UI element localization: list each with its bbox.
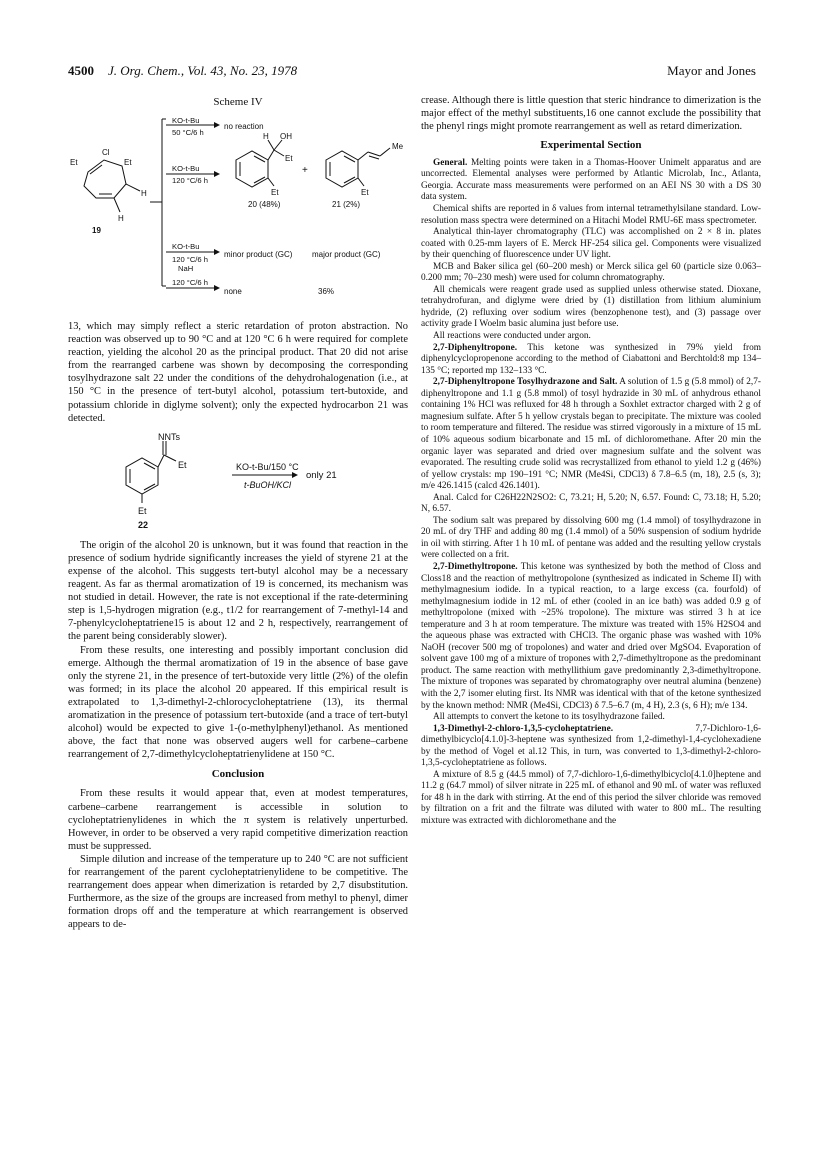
condition-3b: NaH [178,264,194,273]
scheme-title: Scheme IV [213,96,263,108]
left-paragraph-1: 13, which may simply reflect a steric retardation of proton abstraction. No reaction was observed up to 90 °C and at 120 °C 6 h were required for complete reaction, yielding the alcohol 20 as the principal product. That 20 did not arise from the rearranged carbene was shown by decomposing the corresponding tosylhydrazone salt 22 under the conditions of the dehydrohalogenation (i.e., at 150 °C in the presence of tert-butyl alcohol, potassium tert-butoxide, and potassium chloride in diglyme solvent); only the expected hydrocarbon 21 was detected. [68,321,408,424]
tosylhydrazone-paragraph [421,377,761,492]
tosyl-solvent: t-BuOH/KCl [244,479,292,490]
scheme-iv [68,94,408,320]
right-paragraph-0: crease. Although there is little question that steric hindrance to dimerization is the major effect of the methyl substituents,16 one cannot exclude the possibility that the phenyl rings might promote rearrangement as well as retard dimerization. [421,95,761,133]
running-header [68,63,756,83]
condition-3: 120 °C/6 h [172,255,208,264]
result-4b: 36% [318,287,335,296]
tlc-paragraph: Analytical thin-layer chromatography (TLC) was accomplished on 2 × 8 in. plates coated with 0.25-mm layers of E. Merck HF-254 silica gel. Components were visualized by their quenching of fluorescence under UV light. [421,227,761,261]
reagent-1: KO-t-Bu [172,116,200,125]
dimethyltropone-text: This ketone was synthesized by both the method of Closs and Closs18 and the reaction of methyltropolone (synthesized as indicated in Scheme II) with methylmagnesium iodide. In a typical reaction, to a large excess (ca. fourfold) of methylmagnesium iodide in 12 mL of ether (cooled in an ice bath) was added 0.9 g of methyltropolone (mixed with ~25% tropolone). The mixture was stirred 3 h at ice temperature and 3 h at room temperature. The mixture was treated with 15% H2SO4 and the aqueous phase was extracted with CHCl3. The organic phase was washed with 10% NaOH (recover 500 mg of tropolones) and water and dried over MgSO4. Evaporation of solvent gave 100 mg of a mixture of tropones with 2,7-dimethyltropone as the predominant product. The same reaction with methyllithium gave predominantly 2,3-dimethyltropone. The mixture of tropones was separated by chromatography over neutral alumina (benzene) with the 2,7 isomer eluting first. Its NMR was identical with that of the ketone synthesized by the known method: NMR (Me4Si, CDCl3) δ 7.5–6.7 (m, 4 H), 2.3 (s, 6 H); m/e 134. [421,561,761,711]
dimethyltropone-paragraph [421,562,761,712]
result-4a: none [224,287,242,296]
left-paragraph-4: From these results it would appear that, even at modest temperatures, carbene–carbene rearrangement is accessible in solution to cycloheptatrienylidenes in which the π system is relatively unperturbed. However, in order to be observed a very rapid competitive dimerization reaction must be suppressed. [68,788,408,852]
atom-et-20a: Et [285,154,293,163]
tosylhydrazone-drawing [68,431,408,531]
diphenyltropone-paragraph [421,343,761,378]
cycloheptatriene-paragraph [421,724,761,770]
atom-et-22a: Et [178,459,187,470]
silica-paragraph: MCB and Baker silica gel (60–200 mesh) or Merck silica gel 60 (particle size 0.063–0.200 mm; 70–230 mesh) were used for column chromatography. [421,261,761,284]
atom-me-21: Me [392,142,404,151]
failed-attempts-paragraph: All attempts to convert the ketone to its tosylhydrazone failed. [433,712,665,723]
reagent-3: KO-t-Bu [172,242,200,251]
diphenyltropone-head: 2,7-Diphenyltropone. [433,342,518,353]
product-21: 21 (2%) [332,200,361,209]
diphenyltropone-text: This ketone was synthesized in 79% yield from diphenylcyclopropenone according to the method of Ciabattoni and Berchtold:8 mp 134–135 °C; reported mp 132–133 °C. [421,342,761,376]
tosyl-reagents: KO-t-Bu/150 °C [236,461,299,472]
experimental-heading: Experimental Section [540,139,642,152]
page-number: 4500 [68,63,94,78]
chemicals-paragraph: All chemicals were reagent grade used as supplied unless otherwise stated. Dioxane, tetrahydrofuran, and diglyme were dried by (1) distillation from lithium aluminium hydride, (2) refluxing over sodium wires (benzophenone test), and (3) passage over activity grade I Woelm basic alumina just before use. [421,284,761,330]
cycloheptatriene-text: 7,7-Dichloro-1,6-dimethylbicyclo[4.1.0]-3-heptene was synthesized from 1,2-dimethyl-1,4-cyclohexadiene by the method of Vogel et al.12 This, in turn, was converted to 1,3-dimethyl-2-chloro-1,3,5-cycloheptatriene as follows. [421,723,761,769]
left-column [68,94,408,931]
analysis-paragraph: Anal. Calcd for C26H22N2SO2: C, 73.21; H, 5.20; N, 6.57. Found: C, 73.18; H, 5.20; N, 6.57. [421,492,761,515]
general-head: General. [433,157,468,168]
result-3a: minor product (GC) [224,250,293,259]
tosylhydrazone-scheme [68,431,408,531]
atom-et-21: Et [361,188,369,197]
final-paragraph: A mixture of 8.5 g (44.5 mmol) of 7,7-dichloro-1,6-dimethylbicyclo[4.1.0]heptene and 11.2 g (64.7 mmol) of silver nitrate in 225 mL of ethanol and 90 mL of water was refluxed for 48 h in the dark with stirring. At the end of this period the silver chloride was removed by filtration on a frit and the filtrate was diluted with water to 800 mL. The resulting mixture was extracted with dichloromethane and the [421,769,761,826]
nnts-group: NNTs [158,431,180,442]
tosyl-result: only 21 [306,469,337,481]
dimethyltropone-head: 2,7-Dimethyltropone. [433,561,518,572]
tosylhydrazone-text: A solution of 1.5 g (5.8 mmol) of 2,7-diphenyltropone and 1.1 g (5.8 mmol) of tosyl hydrazide in 30 mL of anhydrous ethanol containing 1% HCl was refluxed for 48 h through a Soxhlet extractor charged with 2 g of magnesium sulfate. After 5 h yellow crystals began to precipitate. The mixture was cooled to room temperature and filtered. The residue was stirred vigorously in a mixture of 15 mL of 10% aqueous sodium bicarbonate and 15 mL of dichloromethane. After 20 min the organic layer was separated and dried over magnesium sulfate and the solvent was evaporated. The resulting crude solid was recrystallized from ethanol to yield 1.2 g (46%) of yellow crystals: mp 190–191 °C; NMR (Me4Si, CDCl3) δ 7.8–6.5 (m, 18), 2.5 (s, 3); m/e 426.1415 (calcd 426.1401). [421,377,761,492]
atom-et-19a: Et [70,158,78,167]
tosylhydrazone-head: 2,7-Diphenyltropone Tosylhydrazone and Salt. [433,377,618,388]
left-paragraph-3: From these results, one interesting and possibly important conclusion did emerge. Although the thermal aromatization of 19 in the absence of base gave only the styrene 21, in the presence of tert-butoxide very little (2%) of the olefin was formed; in its place the alcohol 20 appeared. If this empirical result is extrapolated to 1,3-dimethyl-2-chlorocycloheptatriene (13), its thermal aromatization in the presence of potassium tert-butoxide (and a trace of tert-butyl alcohol) would be expected to give 1-(o-methylphenyl)ethanol. As mentioned above, the fact that none was observed augers well for carbene–carbene rearrangement of 2,7-dimethylcycloheptatrienylidene at 150 °C. [68,644,408,761]
atom-h-19a: H [141,189,147,198]
atom-h-20: H [263,132,269,141]
atom-h-19b: H [118,214,124,223]
general-text: Melting points were taken in a Thomas-Hoover Unimelt apparatus and are uncorrected. Elemental analyses were performed by Atlantic Microlab, Inc., Atlanta, Georgia. Accurate mass measurements were performed on an AEI NS 30 with a DS 30 data system. [421,157,761,203]
argon-paragraph: All reactions were conducted under argon. [433,331,591,342]
cycloheptatriene-head: 1,3-Dimethyl-2-chloro-1,3,5-cycloheptatriene. [433,723,614,734]
compound-22-label: 22 [138,519,149,530]
plus-sign: + [302,165,308,176]
atom-oh-20: OH [280,132,292,141]
result-3b: major product (GC) [312,250,381,259]
compound-19-label: 19 [92,226,101,235]
left-paragraph-2: The origin of the alcohol 20 is unknown, but it was found that reaction in the presence of sodium hydride significantly increases the yield of styrene 21 at the expense of the alcohol. This suggests tert-butyl alcohol may be a necessary reagent. As far as thermal aromatization of 19 is concerned, its mechanism was not studied in detail. However, the rate is not exceptional if the rate-determining step is 1,5-hydrogen migration (e.g., t1/2 for rearrangement of 7-methyl-14 and 7-phenylcycloheptatriene15 is about 12 and 2 h, respectively, rearrangement of the parent being considerably slower). [68,539,408,643]
sodium-salt-paragraph: The sodium salt was prepared by dissolving 600 mg (1.4 mmol) of tosylhydrazone in 20 mL of dry THF and adding 80 mg (1.4 mmol) of a 50% suspension of sodium hydride in oil with stirring. After 1 h 10 mL of pentane was added and the resulting yellow crystals were collected on a frit. [421,515,761,561]
right-column [421,94,761,828]
reagent-2: KO-t-Bu [172,164,200,173]
condition-1: 50 °C/6 h [172,128,204,137]
result-1: no reaction [224,122,264,131]
running-authors: Mayor and Jones [667,63,756,78]
general-paragraph [421,158,761,204]
atom-et-19b: Et [124,158,132,167]
condition-4: 120 °C/6 h [172,278,208,287]
left-paragraph-5: Simple dilution and increase of the temperature up to 240 °C are not sufficient for rearrangement of the parent cycloheptatrienylidene to be competitive. The rearrangement does appear when dimerization is retarded by 2,7 disubstitution. Furthermore, as the size of the groups are increased from methyl to phenyl, dimer formation drops off and the temperature at which rearrangement is observed appears to de- [68,853,408,931]
atom-cl: Cl [102,148,110,157]
atom-et-20b: Et [271,188,279,197]
condition-2: 120 °C/6 h [172,176,208,185]
nmr-paragraph: Chemical shifts are reported in δ values from internal tetramethylsilane standard. Low-resolution mass spectra were determined on a Hitachi Model RMU-6E mass spectrometer. [421,204,761,226]
atom-et-22b: Et [138,505,147,516]
product-20: 20 (48%) [248,200,281,209]
journal-citation: J. Org. Chem., Vol. 43, No. 23, 1978 [108,63,298,78]
conclusion-heading: Conclusion [211,768,265,781]
